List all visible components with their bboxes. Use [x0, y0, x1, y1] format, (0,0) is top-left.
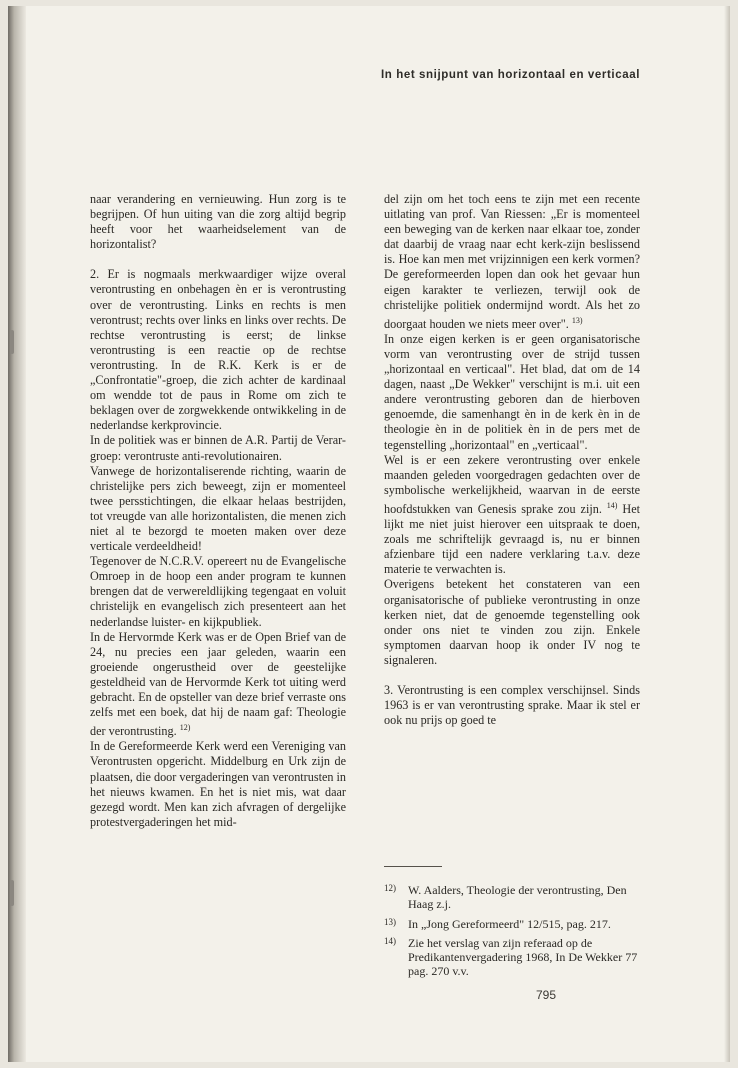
footnotes — [384, 884, 640, 985]
footnote — [384, 884, 640, 912]
paragraph: Tegenover de N.C.R.V. opereert nu de Evangelische Omroep in de hoop een ander program te kunnen brengen dat de verwereldlijking tegengaat en voluit christelijk en evangelisch zich presenteert aan het nederlandse luister- en kijkpubliek. — [90, 554, 346, 629]
right-column — [384, 192, 640, 728]
paragraph: In de politiek was er binnen de A.R. Partij de Verar-groep: verontruste anti-revolutionairen. — [90, 433, 346, 463]
footnote — [384, 937, 640, 978]
footnote-ref[interactable]: 12) — [179, 723, 191, 733]
paragraph: In de Gereformeerde Kerk werd een Vereniging van Verontrusten opgericht. Middelburg en Urk zijn de plaatsen, die door vergaderingen van verontrusten in het nieuws kwamen. En het is niet mis, wat daar gezegd wordt. Men kan zich afvragen of dergelijke protestvergaderingen het mid- — [90, 739, 346, 829]
left-column — [90, 192, 346, 830]
paragraph-text: Wel is er een zekere verontrusting over enkele maanden geleden voorgedragen gedachten over de symbolische werkelijkheid, waarvan in de eerste hoofdstukken van Genesis sprake zou zijn. — [384, 452, 640, 516]
paragraph: 3. Verontrusting is een complex verschijnsel. Sinds 1963 is er van verontrusting sprake. Maar ik stel er ook nu prijs op goed te — [384, 683, 640, 728]
footnote-ref[interactable]: 14) — [606, 500, 618, 510]
footnote-rule — [384, 866, 442, 867]
running-header: In het snijpunt van horizontaal en verticaal — [381, 69, 640, 81]
margin-mark — [10, 330, 14, 354]
footnote-number: 12) — [384, 883, 396, 893]
footnote-text: In „Jong Gereformeerd" 12/515, pag. 217. — [408, 916, 611, 931]
page-number: 795 — [535, 988, 557, 1002]
paragraph — [384, 453, 640, 578]
paragraph: In onze eigen kerken is er geen organisatorische vorm van verontrusting over de strijd tussen „horizontaal en verticaal". Het blad, dat om de 14 dagen, naast „De Wekker" verschijnt is m.i. uit een andere verontrusting geboren dan de hierboven genoemde, die samenhangt èn in de kerk èn in de theologie èn in de politiek èn in de pers met de tegenstelling „horizontaal" en „verticaal". — [384, 331, 640, 452]
paragraph: Overigens betekent het constateren van een organisatorische of publieke verontrusting in onze kerken niet, dat de genoemde tegenstelling ook onder ons niet te vinden zou zijn. Enkele symptomen daarvan hoop ik onder IV nog te signaleren. — [384, 577, 640, 667]
footnote-number: 14) — [384, 936, 396, 947]
footnote — [384, 918, 640, 932]
page-edge-shadow — [724, 6, 730, 1062]
footnote-text: Zie het verslag van zijn referaad op de Predikantenvergadering 1968, In De Wekker 77 pag. 270 v.v. — [408, 936, 638, 978]
footnote-ref[interactable]: 13) — [571, 315, 583, 325]
footnote-number: 13) — [384, 916, 396, 927]
paragraph: naar verandering en vernieuwing. Hun zorg is te begrijpen. Of hun uiting van die zorg altijd begrip heeft voor het waarheidselement van de horizontalist? — [90, 192, 346, 252]
paragraph: 2. Er is nogmaals merkwaardiger wijze overal verontrusting en onbehagen èn er is verontrusting over de verontrusting. Links en rechts is men verontrust; rechts over links en links over rechts. De rechtse verontrusting is eerst; de linkse verontrusting is een reactie op de rechtse verontrusting. In de R.K. Kerk is er de „Confrontatie"-groep, die zich achter de kardinaal om wendde tot de paus in Rome om zich te beklagen over de zorgwekkende ontwikkeling in de nederlandse kerkprovincie. — [90, 267, 346, 433]
paragraph-text: In de Hervormde Kerk was er de Open Brief van de 24, nu precies een jaar geleden, waarin een groeiende ongerustheid over de geestelijke gesteldheid van de Hervormde Kerk tot uiting werd gebracht. En de opsteller van deze brief verraste ons zelfs met een boek, dat hij de naam gaf: Theologie der verontrusting. — [90, 629, 346, 739]
paragraph — [90, 630, 346, 740]
margin-mark — [10, 880, 14, 906]
paragraph: Vanwege de horizontaliserende richting, waarin de christelijke pers zich beweegt, zijn er momenteel twee persstichtingen, die elkaar helaas bestrijden, tot vreugde van alle horizontalisten, die menen zich niet al te bezorgd te moeten maken over deze verticale verdeeldheid! — [90, 463, 346, 554]
paragraph — [384, 192, 640, 332]
paragraph-text: Het lijkt me niet juist hierover een uitspraak te doen, zoals me schriftelijk gevraagd is, nu er binnen afzienbare tijd een nadere verklaring t.a.v. deze materie te verwachten is. — [384, 502, 640, 577]
footnote-text: W. Aalders, Theologie der verontrusting, Den Haag z.j. — [408, 883, 627, 911]
paragraph-text: del zijn om het toch eens te zijn met een recente uitlating van prof. Van Riessen: „Er is momenteel een beweging van de kerken naar elkaar toe, zonder dat daarbij de vraag naar echt kerk-zijn beslissend is. Hoe kan men met vrijzinnigen een kerk vormen? De gereformeerden lopen dan ook het gevaar hun eigen karakter te verliezen, terwijl ook de christelijke politiek ondermijnd wordt. Als het zo doorgaat houden we niets meer over". — [384, 192, 640, 331]
